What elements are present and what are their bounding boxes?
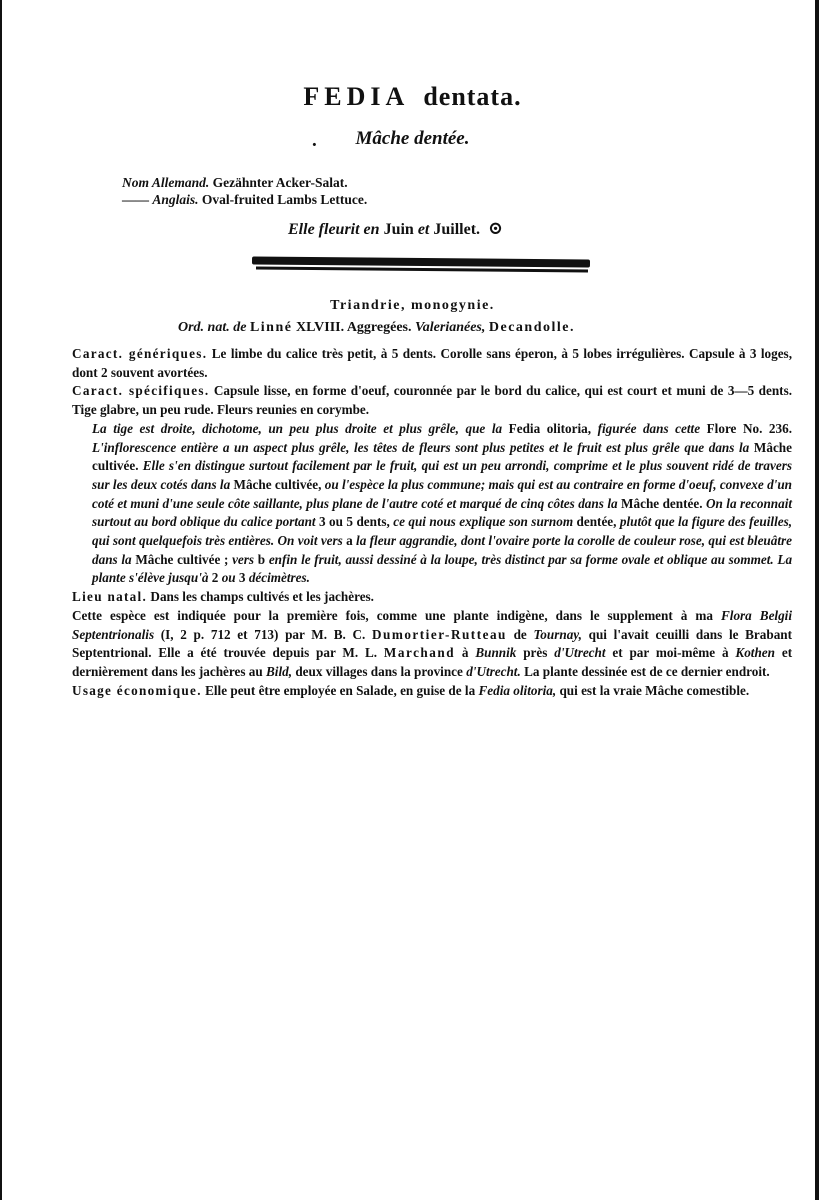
- french-name-text: Mâche dentée.: [355, 128, 470, 149]
- flowering-line: [288, 218, 503, 239]
- desc-part: dentée,: [576, 514, 617, 530]
- hist-part: Flora Belgii Septentrionalis: [72, 607, 793, 642]
- hist-part: deux villages dans la province: [295, 663, 463, 679]
- hist-part: Bild,: [266, 663, 293, 679]
- desc-part: 3: [238, 570, 246, 586]
- divider-rule: [252, 257, 590, 268]
- hist-part: d'Utrecht.: [466, 663, 521, 679]
- species-name: dentata.: [423, 82, 522, 111]
- hist-part: à: [461, 645, 469, 661]
- order-author: Linné: [249, 320, 293, 335]
- english-label: Anglais.: [152, 192, 199, 207]
- linnaean-class: Triandrie, monogynie.: [330, 298, 495, 313]
- desc-part: vers: [232, 551, 255, 567]
- desc-part: figurée dans cette: [597, 420, 701, 436]
- hist-part: de: [513, 626, 527, 642]
- german-label: Nom Allemand.: [122, 175, 210, 190]
- specific-text: Capsule lisse, en forme d'oeuf, couronnée par le bord du calice, qui est court et muni de 3—5 dents. Tige glabre, un peu rude. Fleurs reunies en corymbe.: [72, 383, 792, 418]
- page-edge-left: [0, 0, 2, 1200]
- hist-part: Tournay,: [533, 626, 582, 642]
- hist-part: qui l'avait ceuilli dans le Brabant Septentrional. Elle a été trouvée depuis par M. L.: [72, 626, 793, 661]
- desc-part: 3 ou 5 dents,: [319, 514, 390, 530]
- desc-part: a: [346, 533, 353, 549]
- desc-part: plutôt que la figure des feuilles, qui sont quelquefois très entières. On voit vers: [92, 514, 793, 549]
- generic-head: Caract. génériques.: [72, 346, 208, 361]
- desc-part: Elle s'en distingue surtout facilement par le fruit, qui est un peu arrondi, comprime et le plus souvent ridé de travers sur les deux cotés dans la: [92, 458, 792, 492]
- subtitle-mark: .: [312, 130, 317, 151]
- description-body: [72, 345, 792, 700]
- desc-part: ou: [221, 570, 236, 586]
- natural-order: [178, 320, 575, 336]
- usage-paragraph: [72, 682, 792, 701]
- divider-rule-thin: [256, 267, 588, 273]
- page-edge-right: [815, 0, 819, 1200]
- order-family: Valerianées,: [414, 320, 486, 335]
- plant-title: [0, 82, 825, 112]
- desc-part: ou l'espèce la plus commune; mais qui est au contraire en forme d'oeuf, convexe d'un coté et muni d'une seule côte saillante, plus plane de l'autre coté et marqué de cinq côtes dans la: [92, 476, 792, 511]
- desc-part: Flore No. 236.: [706, 420, 793, 436]
- generic-text: Le limbe du calice très petit, à 5 dents. Corolle sans éperon, à 5 lobes irrégulières. Capsule à 3 loges, dont 2 souvent avortées.: [72, 346, 792, 380]
- habitat-text: Dans les champs cultivés et les jachères.: [150, 589, 374, 605]
- german-value: Gezähnter Acker-Salat.: [212, 175, 348, 190]
- desc-part: ce qui nous explique son surnom: [393, 514, 574, 530]
- common-names: [122, 174, 367, 208]
- desc-part: enfin le fruit, aussi dessiné à la loupe, très distinct par sa forme ovale et oblique au sommet. La plante s'élève jusqu'à: [92, 551, 793, 586]
- usage-head: Usage économique.: [72, 682, 202, 698]
- usage-part: Elle peut être employée en Salade, en guise de la: [205, 682, 476, 698]
- flowering-lead: Elle fleurit en: [288, 221, 380, 238]
- specific-characters: [72, 382, 792, 419]
- order-label: Ord. nat. de: [178, 320, 247, 335]
- order-family-author: Decandolle.: [488, 320, 575, 335]
- habitat-head: Lieu natal.: [72, 589, 148, 605]
- desc-part: 2: [211, 570, 219, 586]
- hist-part: Marchand: [383, 645, 456, 661]
- usage-part: qui est la vraie Mâche comestible.: [559, 682, 750, 698]
- hist-part: La plante dessinée est de ce dernier endroit.: [524, 663, 770, 679]
- desc-part: décimètres.: [248, 570, 310, 586]
- desc-part: Mâche dentée.: [621, 495, 703, 511]
- flowering-month-1: Juin: [383, 221, 414, 238]
- hist-part: près: [523, 645, 548, 661]
- annual-symbol-icon: ⊙: [488, 218, 504, 238]
- flowering-month-2: Juillet.: [433, 221, 481, 238]
- genus-name: FEDIA: [303, 82, 410, 111]
- french-name: [0, 128, 825, 150]
- desc-part: L'inflorescence entière a un aspect plus grêle, les têtes de fleurs sont plus petites et le fruit est plus grêle que dans la: [92, 439, 750, 455]
- flowering-conj: et: [417, 221, 430, 238]
- hist-part: d'Utrecht: [554, 645, 606, 661]
- specific-head: Caract. spécifiques.: [72, 383, 210, 399]
- hist-part: (I, 2 p. 712 et 713) par M. B. C.: [160, 626, 366, 642]
- history-paragraph: [72, 607, 792, 682]
- hist-part: Cette espèce est indiquée pour la première fois, comme une plante indigène, dans le supplement à ma: [72, 607, 713, 623]
- description-paragraph: [72, 420, 792, 588]
- hist-part: Dumortier-Rutteau: [372, 626, 507, 642]
- english-prefix: ——: [122, 192, 149, 207]
- order-name: XLVIII. Aggregées.: [295, 320, 412, 335]
- german-name-row: [122, 174, 367, 191]
- desc-part: Mâche cultivée.: [92, 439, 792, 474]
- desc-part: On la reconnait surtout au bord oblique du calice portant: [92, 495, 793, 530]
- hist-part: Kothen: [735, 645, 775, 661]
- desc-part: Mâche cultivée ;: [135, 551, 229, 567]
- desc-part: Fedia olitoria,: [508, 420, 592, 436]
- english-value: Oval-fruited Lambs Lettuce.: [201, 192, 368, 207]
- usage-part: Fedia olitoria,: [478, 682, 557, 698]
- habitat: [72, 588, 792, 607]
- desc-part: la fleur aggrandie, dont l'ovaire porte la corolle de couleur rose, qui est bleuâtre dans la: [92, 533, 792, 567]
- generic-characters: [72, 345, 792, 382]
- desc-part: Mâche cultivée,: [233, 476, 322, 492]
- desc-part: La tige est droite, dichotome, un peu plus droite et plus grêle, que la: [92, 420, 503, 436]
- desc-part: b: [257, 551, 266, 567]
- hist-part: et dernièrement dans les jachères au: [72, 645, 793, 679]
- hist-part: Bunnik: [475, 645, 517, 661]
- english-name-row: [122, 191, 367, 208]
- hist-part: et par moi-même à: [612, 645, 729, 661]
